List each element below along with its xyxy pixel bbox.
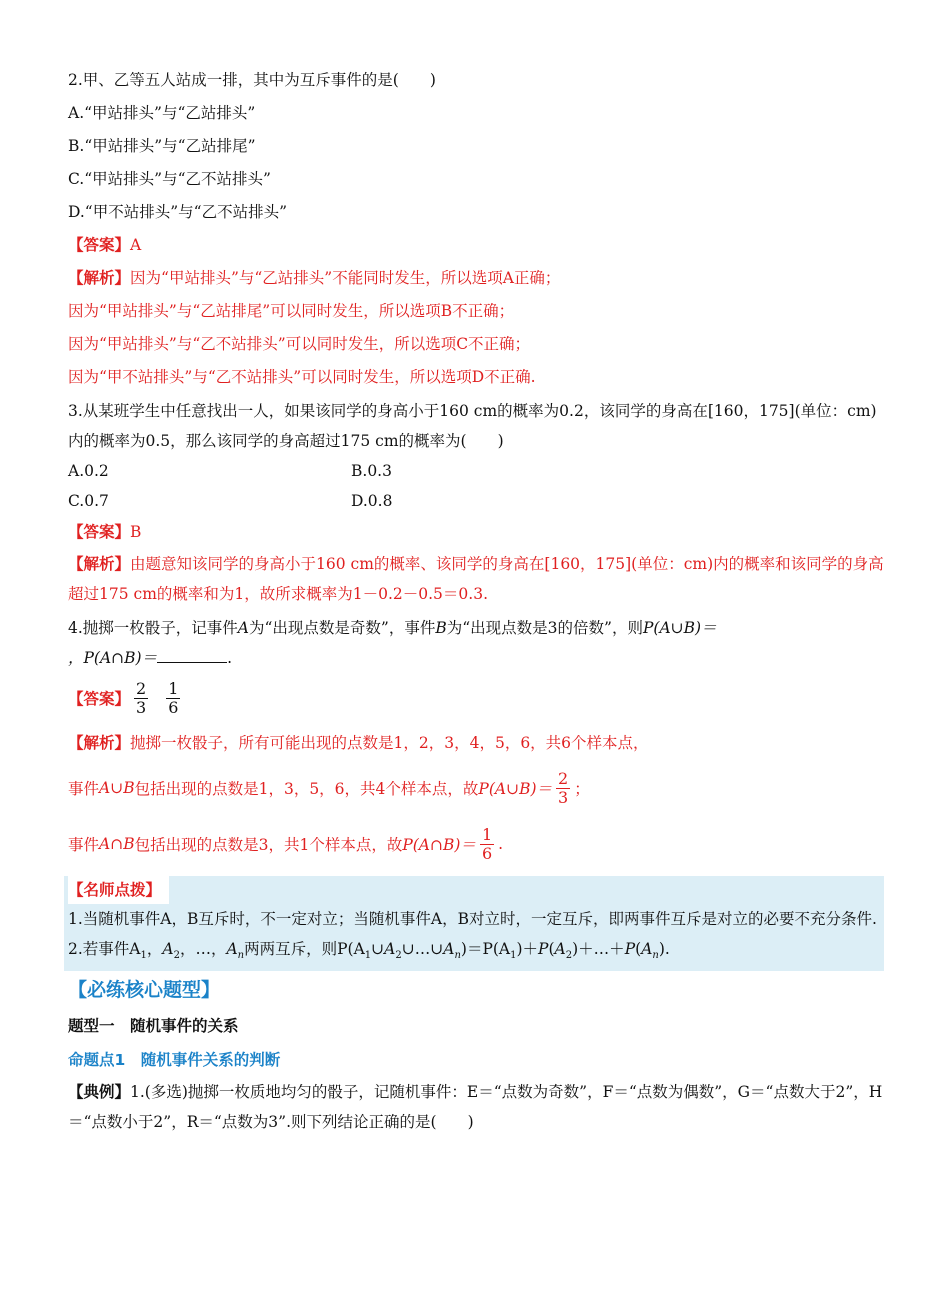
denominator: 3 — [558, 787, 569, 807]
tips-text: 2.若事件A — [68, 940, 141, 958]
analysis-text: 包括出现的点数是1，3，5，6，共4个样本点，故 — [134, 780, 479, 798]
q3-answer — [68, 516, 884, 549]
p-intersection: P(A∩B)＝ — [402, 836, 476, 854]
example-text: 1.(多选)抛掷一枚质地均匀的骰子，记随机事件：E＝“点数为奇数”，F＝“点数为偶数”，G＝“点数大于2”，H＝“点数小于2”，R＝“点数为3”.则下列结论正确的是( ) — [68, 1083, 883, 1132]
analysis-text: 因为“甲站排头”与“乙站排头”不能同时发生，所以选项A正确； — [130, 269, 561, 287]
denominator: 6 — [481, 843, 493, 863]
analysis-text: 事件 — [68, 836, 100, 854]
q2-analysis-2: 因为“甲站排头”与“乙站排尾”可以同时发生，所以选项B不正确； — [68, 302, 515, 320]
q3-options-row-2 — [68, 486, 884, 516]
denominator: 6 — [168, 697, 179, 717]
fraction — [480, 826, 494, 863]
analysis-tag: 【解析】 — [68, 555, 131, 573]
document-page — [68, 64, 884, 1137]
event-intersection: A∩B — [99, 835, 135, 853]
q3-option-c: C.0.7 — [68, 492, 109, 510]
event-b: B — [435, 619, 447, 637]
p-intersection: ，P(A∩B)＝ — [68, 649, 158, 667]
tips-p1: 1.当随机事件A，B互斥时，不一定对立；当随机事件A，B对立时，一定互斥，即两事件互斥是对立的必要不充分条件. — [68, 910, 877, 928]
tips-text: 两两互斥，则P(A — [244, 940, 365, 958]
q3-option-d: D.0.8 — [351, 492, 393, 510]
answer-tag: 【答案】 — [68, 523, 131, 541]
p-union: P(A∪B)＝ — [642, 619, 717, 637]
analysis-text: 由题意知该同学的身高小于160 cm的概率、该同学的身高在[160，175](单位：cm)内的概率和该同学的身高超过175 cm的概率和为1，故所求概率为1－0.2－0.5＝0.3. — [68, 555, 884, 603]
analysis-tag: 【解析】 — [68, 269, 131, 287]
section-title: 【必练核心题型】 — [68, 979, 221, 1002]
q3-option-b: B.0.3 — [351, 462, 392, 480]
q2-stem: 2.甲、乙等五人站成一排，其中为互斥事件的是( ) — [68, 71, 436, 89]
answer-blank — [157, 648, 227, 663]
analysis-text: 抛掷一枚骰子，所有可能出现的点数是1，2，3，4，5，6，共6个样本点， — [130, 734, 649, 752]
q2-option-b: B.“甲站排头”与“乙站排尾” — [68, 137, 256, 155]
example — [68, 1077, 884, 1137]
q4-stem — [68, 613, 884, 673]
tips-end: ). — [658, 940, 670, 958]
q4-analysis-1 — [68, 727, 884, 760]
tips-title: 【名师点拨】 — [68, 876, 169, 904]
tips-box — [64, 876, 884, 971]
tips-p2: 2.若事件$A_1$，$A_2$，…，$A_n$两两互斥，则$P(A_1\cup A_2\cup\dots\cup A_n)=P(A_1)+P(A_2)+\dots+P(A_n)$. — [68, 940, 670, 962]
q2-analysis-3: 因为“甲站排头”与“乙不站排头”可以同时发生，所以选项C不正确； — [68, 335, 531, 353]
q4-answer — [68, 673, 884, 723]
q2-option-a: A.“甲站排头”与“乙站排头” — [68, 104, 256, 122]
q3-analysis — [68, 549, 884, 609]
analysis-text: 包括出现的点数是3，共1个样本点，故 — [134, 836, 403, 854]
example-tag: 【典例】 — [68, 1082, 131, 1102]
q2-option-c: C.“甲站排头”与“乙不站排头” — [68, 170, 271, 188]
answer-value: A — [130, 236, 142, 254]
answer-fraction-2 — [166, 680, 180, 717]
p-union: P(A∪B)＝ — [478, 780, 553, 798]
numerator: 2 — [558, 768, 569, 788]
event-a: A — [237, 619, 249, 637]
event-union: A∪B — [99, 779, 135, 797]
denominator: 3 — [136, 697, 147, 717]
tips-text: )＝P(A — [460, 940, 511, 958]
q3-options-row-1 — [68, 456, 884, 486]
fraction — [556, 770, 570, 807]
q3-option-a: A.0.2 — [68, 462, 109, 480]
q2-analysis-1 — [68, 262, 884, 295]
analysis-tag: 【解析】 — [68, 734, 131, 752]
q3-stem: 3.从某班学生中任意找出一人，如果该同学的身高小于160 cm的概率为0.2，该同学的身高在[160，175](单位：cm)内的概率为0.5，那么该同学的身高超过175 cm的概率为( ) — [68, 402, 877, 450]
answer-fraction-1 — [134, 680, 148, 717]
q4-analysis-2 — [68, 760, 884, 816]
point-heading: 命题点1 随机事件关系的判断 — [68, 1051, 281, 1070]
answer-value: B — [130, 523, 142, 541]
q4-stem-part: 为“出现点数是奇数”，事件 — [249, 619, 436, 637]
analysis-text: 事件 — [68, 780, 100, 798]
q4-stem-part: 4.抛掷一枚骰子，记事件 — [68, 619, 238, 637]
type-heading: 题型一 随机事件的关系 — [68, 1017, 239, 1036]
answer-tag: 【答案】 — [68, 690, 131, 708]
answer-tag: 【答案】 — [68, 236, 131, 254]
q2-answer — [68, 229, 884, 262]
q4-stem-part: 为“出现点数是3的倍数”，则 — [446, 619, 643, 637]
analysis-end: . — [498, 835, 504, 853]
numerator: 1 — [168, 678, 179, 698]
numerator: 1 — [481, 824, 493, 844]
numerator: 2 — [136, 678, 147, 698]
analysis-end: ； — [574, 780, 590, 798]
q4-analysis-3 — [68, 816, 884, 872]
q2-analysis-4: 因为“甲不站排头”与“乙不站排头”可以同时发生，所以选项D不正确. — [68, 368, 536, 386]
q4-stem-end: . — [227, 649, 233, 667]
q2-option-d: D.“甲不站排头”与“乙不站排头” — [68, 203, 287, 221]
